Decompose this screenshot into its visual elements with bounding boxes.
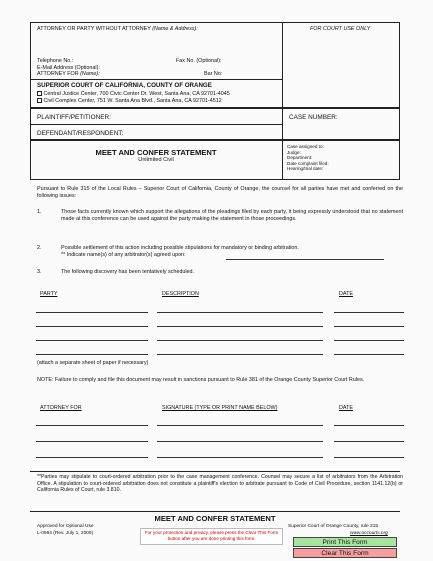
item2-text: Possible settlement of this action including possible stipulations for mandatory or binding arbitration. — [61, 245, 299, 251]
intro-text: Pursuant to Rule 315 of the Local Rules – Superior Court of California, County of Orange, the counsel for all parties have met and conferred on the following issues: — [37, 186, 403, 199]
description-input-4[interactable] — [157, 354, 323, 355]
party-column-header: PARTY — [40, 291, 58, 297]
party-input-2[interactable] — [36, 326, 148, 327]
hearing-date-label: Hearing/trial date: — [287, 166, 324, 171]
telephone-label: Telephone No.: — [37, 58, 74, 64]
item1-number: 1. — [37, 209, 42, 215]
signature-input-1[interactable] — [157, 425, 323, 426]
print-form-button[interactable]: Print This Form — [293, 537, 397, 547]
party-input-3[interactable] — [36, 340, 148, 341]
description-input-2[interactable] — [157, 326, 323, 327]
divider — [282, 108, 283, 140]
footer-title: MEET AND CONFER STATEMENT — [154, 514, 276, 523]
court-option-central[interactable]: Central Justice Center, 700 Civic Center Dr. West, Santa Ana, CA 92701-4045 — [37, 91, 230, 97]
divider — [30, 471, 400, 472]
item3-number: 3. — [37, 269, 42, 275]
fax-label: Fax No. (Optional): — [176, 58, 222, 64]
judge-label: Judge: — [287, 149, 301, 155]
clear-form-button[interactable]: Clear This Form — [293, 548, 397, 558]
divider — [282, 140, 283, 180]
case-number-label: CASE NUMBER: — [289, 114, 338, 121]
attorney-column-header: ATTORNEY FOR — [40, 405, 82, 411]
court-option-complex[interactable]: Civil Complex Center, 751 W. Santa Ana Blvd., Santa Ana, CA 92701-4512 — [37, 98, 222, 104]
description-input-3[interactable] — [157, 340, 323, 341]
form-title: MEET AND CONFER STATEMENT — [95, 148, 217, 157]
item1-text: Those facts currently known which support the allegations of the pleadings filed by each party, it being expressly understood that no statement made at this conference can be used against the party making the statement in those proceedings. — [61, 209, 403, 222]
plaintiff-label: PLAINTIFF/PETITIONER: — [37, 114, 111, 121]
date-filed-label: Date complaint filed: — [287, 160, 329, 166]
date-input-4[interactable] — [334, 354, 404, 355]
privacy-notice: For your protection and privacy, please press the Clear This Form button after you are done printing this form. — [140, 528, 283, 545]
divider — [282, 22, 283, 108]
case-assigned-label: Case assigned to: — [287, 144, 324, 149]
attorney-label: ATTORNEY OR PARTY WITHOUT ATTORNEY (Name & Address): — [37, 26, 198, 32]
signature-input-2[interactable] — [157, 441, 323, 442]
item2-number: 2. — [37, 245, 42, 251]
sign-date-input-1[interactable] — [334, 425, 404, 426]
defendant-label: DEFENDANT/RESPONDENT: — [37, 130, 124, 137]
sanctions-note: NOTE: Failure to comply and file this document may result in sanctions pursuant to Rule 381 of the Orange County Superior Court Rules. — [37, 377, 365, 383]
sign-date-input-2[interactable] — [334, 441, 404, 442]
approved-text: Approved for Optional Use — [37, 524, 94, 529]
central-checkbox[interactable] — [37, 91, 42, 96]
website-link[interactable]: www.occourts.org — [350, 531, 388, 536]
date-column-header: DATE — [339, 291, 353, 297]
attorney-input-2[interactable] — [36, 441, 148, 442]
complex-checkbox[interactable] — [37, 98, 42, 103]
item3-text: The following discovery has been tentatively scheduled. — [61, 269, 195, 275]
divider — [30, 79, 282, 80]
party-input-1[interactable] — [36, 312, 148, 313]
form-subtitle: Unlimited Civil — [138, 157, 174, 163]
attorney-input-1[interactable] — [36, 425, 148, 426]
party-input-4[interactable] — [36, 354, 148, 355]
email-label: E-Mail Address (Optional): — [37, 65, 100, 71]
court-rule-text: Superior Court of Orange County, rule 315 — [288, 524, 379, 529]
form-number: L-0964 (Rev. July 1, 2009) — [37, 531, 94, 536]
attach-note: (attach a separate sheet of paper if necessary) — [37, 360, 149, 366]
bar-no-label: Bar No: — [204, 71, 223, 77]
court-title: SUPERIOR COURT OF CALIFORNIA, COUNTY OF ORANGE — [37, 82, 212, 89]
divider — [30, 511, 400, 512]
date-input-1[interactable] — [334, 312, 404, 313]
signature-input-3[interactable] — [157, 457, 323, 458]
attorney-for-label: ATTORNEY FOR (Name): — [37, 71, 100, 77]
description-column-header: DESCRIPTION — [162, 291, 199, 297]
case-info — [287, 144, 329, 172]
divider — [30, 124, 282, 125]
date-input-3[interactable] — [334, 340, 404, 341]
sign-date-input-3[interactable] — [334, 457, 404, 458]
attorney-input-3[interactable] — [36, 457, 148, 458]
department-label: Department: — [287, 155, 313, 160]
signature-column-header: SIGNATURE (TYPE OR PRINT NAME BELOW) — [162, 405, 278, 411]
description-input-1[interactable] — [157, 312, 323, 313]
date-column-header-2: DATE — [339, 405, 353, 411]
date-input-2[interactable] — [334, 326, 404, 327]
item2-sub: ** Indicate name(s) of any arbitrator(s) agreed upon: — [61, 252, 186, 258]
court-use-label: FOR COURT USE ONLY — [310, 26, 371, 32]
arbitrator-input[interactable] — [226, 259, 384, 260]
footnote: **Parties may stipulate to court-ordered arbitration prior to the case management conference. Counsel may secure a list of arbitrators from the Arbitration Office. A stipulation to court-ordered arbitration does not constitute a plaintiff's election to arbitrate pursuant to Code of Civil Procedure, section 1141.12(b) or California Rules of Court, rule 3.810. — [37, 474, 403, 493]
